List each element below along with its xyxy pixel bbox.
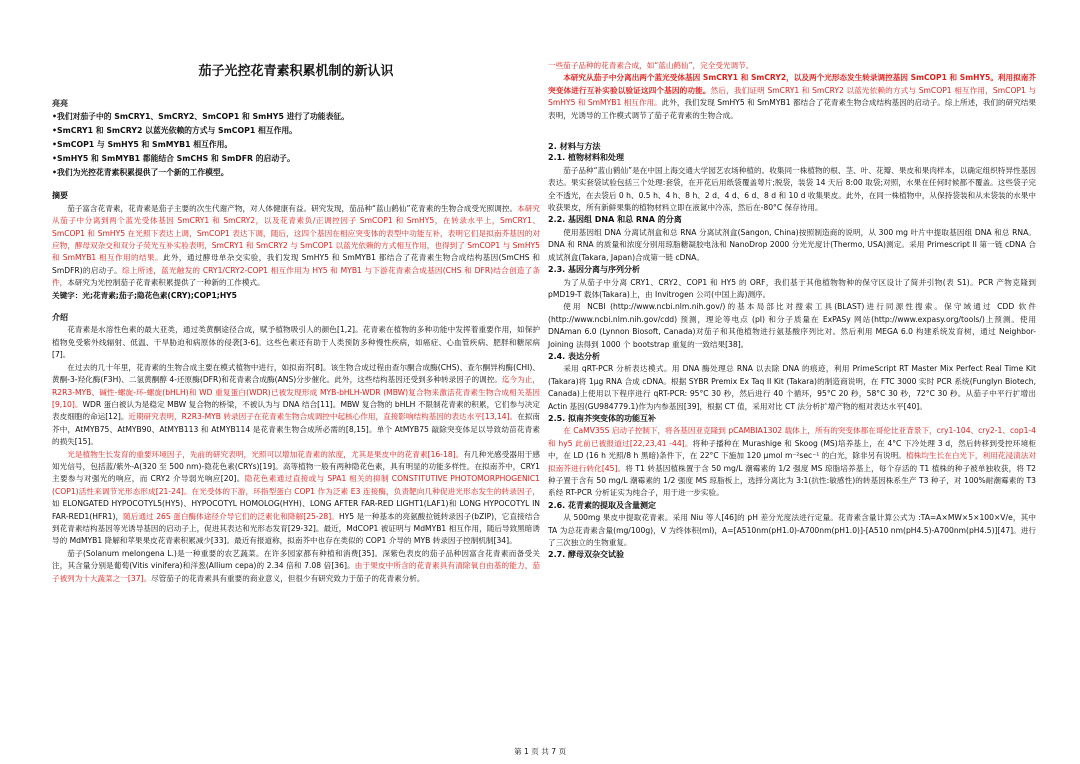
intro-heading: 介绍 [52, 313, 68, 323]
highlight-item: •SmHY5 和 SmMYB1 都能结合 SmCHS 和 SmDFR 的启动子。 [52, 154, 295, 164]
methods-text: 将种子播种在 Murashige 和 Skoog (MS)培养基上，在 4°C 下冷处理 3 d，然后转移到受控环境柜中，在 LD (16 h 光照/8 h 黑暗)条件下，在 22°C 下施加 120 μmol m⁻²sec⁻¹ 的白光，除非另有说明。 [548, 438, 1036, 461]
methods-paragraph: 茄子品种“蓝山鹤仙”是在中国上海交通大学园艺农场种植的。收集同一株植物的根、茎、叶、花瓣、果皮和果肉样本，以确定组织特异性基因表达。果实套袋试验包括三个处理:套袋，在开花后用纸袋覆盖萼片;脱袋，装袋 14 天后 8:00 取袋;对照，水果在任何时候都不覆盖。这些袋子完全不透光，在去袋后 0 h、0.5 h、4 h、8 h、2 d、4 d、6 d、8 d 和 10 d 收集果皮。此外，在同一株植物中，从保持袋装和从未袋装的水果中收获果皮，所有新鲜果集的植物材料立即在液氮中冷冻，然后在-80°C 保存待用。 [548, 165, 1036, 213]
intro-paragraph [548, 72, 1036, 122]
keywords: 关键字：光;花青素;茄子;隐花色素(CRY);COP1;HY5 [52, 290, 237, 300]
methods-paragraph: 采用 qRT-PCR 分析表达模式。用 DNA 酶处理总 RNA 以去除 DNA 的痕迹，利用 PrimeScript RT Master Mix Perfect Real Time Kit (Takara)将 1μg RNA 合成 cDNA。根据 SYBR Premix Ex Taq II Kit (Takara)的制造商说明，在 FTC 3000 实时 PCR 系统(Funglyn Biotech, Canada)上使用以下程序进行 qRT-PCR: 95°C 30 秒，然后进行 40 个循环，95°C 20 秒，58°C 30 秒，72°C 30 秒。从茄子中平行扩增出 Actin 基因(GU984779.1)作为内参基因[39]，根据 CT 值，采用对比 CT 法分析扩增产物的相对表达水平[40]。 [548, 364, 1036, 411]
intro-highlight: 隐花色素通过直接或与 SPA1 相关的抑制 CONSTITUTIVE PHOTOMORPHOGENIC1 (COP1)活性来调节光形态形成[21-24]。在光受体的下游，环指型蛋白 COP1 作为泛素 E3 连接酶，负责靶向几种促进光形态发生的转录因子， [52, 474, 540, 496]
intro-text: 在过去的几十年里，花青素的生物合成主要在模式植物中进行，如拟南芥[8]。该生物合成过程由查尔酮合成酶(CHS)、查尔酮异构酶(CHI)、黄酮-3-羟化酶(F3H)、二氢黄酮醇 4-还原酶(DFR)和花青素合成酶(ANS)分步催化。此外，这些结构基因还受到多种转录因子的调控。 [52, 362, 540, 385]
intro-paragraph: 花青素是水溶性色素的最大亚类，通过类黄酮途径合成，赋予植物吸引人的颜色[1,2]。花青素在植物的多种功能中发挥着重要作用，如保护植物免受紫外线辐射、低温、干旱胁迫和病原体的侵袭[3-6]。这些色素还有助于人类预防多种慢性疾病，如癌症、心血管疾病、肥胖和糖尿病[7]。 [52, 325, 540, 360]
methods-highlight: 在 CaMV35S 启动子控制下，将各基因亚克隆到 pCAMBIA1302 载体上，所有的突变体都在哥伦比亚背景下，cry1-104、cry2-1、cop1-4 和 hy5 此前已被报道过[22,23,41 -44]。 [548, 426, 1036, 448]
intro-text: 此外，我们发现 SmHY5 和 SmMYB1 都结合了花青素生物合成结构基因的启动子。综上所述，我们的研究结果表明，光诱导的工作模式调节了茄子花青素的生物合成。 [548, 98, 1036, 120]
highlight-item: •我们为光控花青素积累提供了一个新的工作模型。 [52, 168, 229, 178]
intro-paragraph [52, 548, 540, 585]
abstract-paragraph [52, 203, 540, 290]
section-heading: 2.6. 花青素的提取及含量测定 [548, 500, 656, 510]
methods-text: 将 T1 转基因植株置于含 50 mg/L 潮霉素的 1/2 强度 MS 琼脂培养基上，每个存活的 T1 植株的种子被单独收获，将 T2 种子置于含有 50 mg/L 潮霉素的 1/2 强度 MS 琼脂板上，选择分离比为 3:1(抗性:敏感性)的转基因株系生产 T3 种子，对 100%耐潮霉素的 T3 系经 RT-PCR 分析证实为纯合子，用于进一步实验。 [548, 463, 1036, 498]
abstract-text: 茄子富含花青素，花青素是茄子主要的次生代谢产物，对人体健康有益。研究发现，茄品种“蓝山鹤仙”花青素的生物合成受光照调控。 [67, 203, 518, 213]
abstract-highlight: 综上所述，蓝光触发的 CRY1/CRY2-COP1 相互作用为 HY5 和 MYB1 与下游花青素合成基因(CHS 和 DFR)结合创造了条件， [52, 265, 540, 288]
left-column [52, 38, 540, 585]
methods-paragraph: 为了从茄子中分离 CRY1、CRY2、COP1 和 HY5 的 ORF，我们基于其他植物物种的保守区设计了简并引物(表 S1)。PCR 产物克隆到 pMD19-T 载体(Takara)上，由 Invitrogen 公司(中国上海)测序。 [548, 277, 1036, 299]
section-heading: 2.4. 表达分析 [548, 351, 600, 361]
intro-text: 有几种光感受器用于感知光信号，包括蓝/紫外-A(320 至 500 nm)-隐花色素(CRYs)[19]。高等植物一般有两种隐花色素，具有明显的功能多样性。在拟南芥中，CRY1 主要参与对强光的响应，而 CRY2 介导弱光响应[20]。 [52, 449, 540, 484]
intro-text: 在拟南芥中，AtMYB75、AtMYB90、AtMYB113 和 AtMYB114 是花青素生物合成所必需的[8,15]。单个 AtMYB75 敲除突变体足以导致幼苗花青素的损失[15]。 [52, 412, 541, 447]
intro-highlight: 本研究从茄子中分离出两个蓝光受体基因 SmCRY1 和 SmCRY2，以及两个光形态发生转录调控基因 SmCOP1 和 SmHY5。利用拟南芥突变体进行互补实验以验证这四个基因的功能。 [548, 73, 1036, 95]
methods-heading: 2. 材料与方法 [548, 141, 601, 152]
section-heading: 2.7. 酵母双杂交试验 [548, 550, 624, 560]
highlights-list [52, 110, 540, 180]
intro-highlight: 迄今为止，R2R3-MYB、碱性-螺旋-环-螺旋(bHLH)和 WD 重复蛋白(WDR)已被发现形成 MYB-bHLH-WDR (MBW)复合物来激活花青素生物合成相关基因[9,10]。 [52, 375, 540, 409]
abstract-text: 此外，通过酵母单杂交实验，我们发现 SmHY5 和 SmMYB1 都结合了花青素生物合成结构基因(SmCHS 和 SmDFR)的启动子。 [52, 253, 540, 275]
section-heading: 2.1. 植物材料和处理 [548, 153, 624, 163]
abstract-text: 本研究为光控制茄子花青素积累提供了一种新的工作模式。 [67, 278, 265, 288]
intro-text: 如 ELONGATED HYPOCOTYL5(HY5)、HYPOCOTYL HOMOLOG(HYH)、LONG AFTER FAR-RED LIGHT1(LAF1)和 LONG HYPOCOTYL IN FAR-RED1(HFR1)， [52, 499, 540, 521]
intro-highlight: 近期研究表明，R2R3-MYB 转录因子在花青素生物合成调控中起核心作用，直接影响结构基因的表达水平[13,14]。 [128, 412, 518, 422]
abstract-highlight: 本研究从茄子中分离到两个蓝光受体基因 SmCRY1 和 SmCRY2，以及花青素负/正调控因子 SmCOP1 和 SmHY5，在转录水平上，SmCRY1、SmCOP1 和 SmHY5 在光照下表达上调，SmCOP1 表达下调，随后，这四个基因在相应突变体的表型中功能互补，表明它们是拟南芥基因的对应物，酵母双杂交和双分子荧光互补实验表明，SmCRY1 和 SmCRY2 与 SmCOP1 以蓝光依赖的方式相互作用，也得到了 SmCOP1 与 SmHY5 和 SmMYB1 相互作用的结果。 [52, 203, 540, 263]
methods-highlight: 植株均生长在白光下，利用花浸渍法对拟南芥进行转化[45]。 [548, 451, 1036, 473]
right-column [548, 60, 1036, 562]
highlight-item: •SmCOP1 与 SmHY5 和 SmMYB1 相互作用。 [52, 140, 233, 150]
intro-paragraph: 一些茄子品种的花青素合成，如“蓝山鹤仙”，完全受光调节。 [548, 61, 754, 70]
page-footer: 第 1 页 共 7 页 [513, 747, 567, 756]
section-heading: 2.3. 基因分离与序列分析 [548, 265, 640, 275]
section-heading: 2.2. 基因组 DNA 和总 RNA 的分离 [548, 215, 682, 225]
intro-text: HY5 是一种基本的亮氨酸拉链转录因子(bZIP)，它直接结合到花青素结构基因等光诱导基因的启动子上，促进其表达和光形态发育[29-32]。最近，MdCOP1 被证明与 MdMYB1 相互作用，随后导致黑暗诱导的 MdMYB1 降解和苹果果皮花青素积累减少[33]。最近有报道称，拟南芥中也存在类似的 COP1 介导的 MYB 转录因子控制机制[34]。 [52, 511, 541, 546]
methods-paragraph [548, 425, 1036, 499]
intro-paragraph [52, 362, 540, 449]
intro-text: 尽管茄子的花青素具有重要的商业意义，但很少有研究致力于茄子的花青素分析。 [151, 573, 425, 583]
highlights-heading: 亮亮 [52, 99, 68, 108]
intro-highlight: 由于果皮中所含的花青素具有清除氧自由基的能力，茄子被列为十大蔬菜之一[37]。 [52, 561, 541, 583]
abstract-heading: 摘要 [52, 191, 68, 201]
intro-text: 茄子(Solanum melongena L.)是一种重要的农艺蔬菜。在许多园家都有种植和消费[35]。深紫色表皮的茄子品种因富含花青素而备受关注，其含量分别是葡萄(Vitis vinifera)和洋葱(Allium cepa)的 2.34 倍和 7.08 倍[36]。 [52, 548, 540, 571]
paper-title: 茄子光控花青素积累机制的新认识 [198, 64, 394, 79]
intro-paragraph [52, 449, 540, 548]
highlight-item: •我们对茄子中的 SmCRY1、SmCRY2、SmCOP1 和 SmHY5 进行了功能表征。 [52, 112, 349, 122]
highlight-item: •SmCRY1 和 SmCRY2 以蓝光依赖的方式与 SmCOP1 相互作用。 [52, 126, 297, 136]
methods-paragraph: 使用基因组 DNA 分离试剂盒和总 RNA 分离试剂盒(Sangon, China)按照制造商的说明，从 300 mg 叶片中提取基因组 DNA 和总 RNA。DNA 和 RNA 的质量和浓度分别用琼脂糖凝胶电泳和 NanoDrop 2000 分光光度计(Thermo, USA)测定。采用 Primescript II 第一链 cDNA 合成试剂盒(Takara, Japan)合成第一链 cDNA。 [548, 227, 1036, 262]
intro-text: WDR 蛋白被认为是稳定 MBW 复合物的桥梁，不被认为与 DNA 结合[11]。MBW 复合物的 bHLH 不限制花青素的积累，它们参与决定表皮细胞的命运[12]。 [52, 399, 540, 422]
intro-highlight: 然后，我们证明 SmCRY1 和 SmCRY2 以蓝光依赖的方式与 SmCOP1 相互作用，SmCOP1 与 SmHY5 和 SmMYB1 相互作用。 [548, 85, 1036, 108]
intro-highlight: 光是植物生长发育的重要环境因子，先前的研究表明，光照可以增加花青素的浓度，尤其是果皮中的花青素[16-18]。 [67, 449, 464, 459]
intro-highlight: 随后通过 26S 蛋白酶体途径介导它们的泛素化和降解[25-28]。 [123, 511, 339, 521]
methods-paragraph: 从 500mg 果皮中提取花青素。采用 Niu 等人[46]的 pH 差分光度法进行定量。花青素含量计算公式为 :TA=A×MW×5×100×V/e，其中 TA 为总花青素含量(mg/100g)，V 为终体积(ml)，A=[A510nm(pH1.0)-A700nm(pH1.0)]-[A510 nm(pH4.5)-A700nm(pH4.5)][47]。进行了三次独立的生物重复。 [548, 513, 1036, 548]
section-heading: 2.5. 拟南芥突变体的功能互补 [548, 413, 656, 423]
methods-paragraph: 使用 NCBI (http://www.ncbi.nlm.nih.gov/)的基本局部比对搜索工具(BLAST)进行同源性搜索。保守域通过 CDD 软件 (http://www.ncbi.nlm.nih.gov/cdd) 预测，理论等电点 (pI) 和分子质量在 ExPASy 网站(http://www.expasy.org/tools/)上预测。使用 DNAman 6.0 (Lynnon Biosoft, Canada)对茄子和其他植物进行氨基酸序列比对。然后利用 MEGA 6.0 构建系统发育树，通过 Neighbor-Joining 法得到 1000 个 bootstrap 重复的一致结果[38]。 [548, 302, 1036, 349]
